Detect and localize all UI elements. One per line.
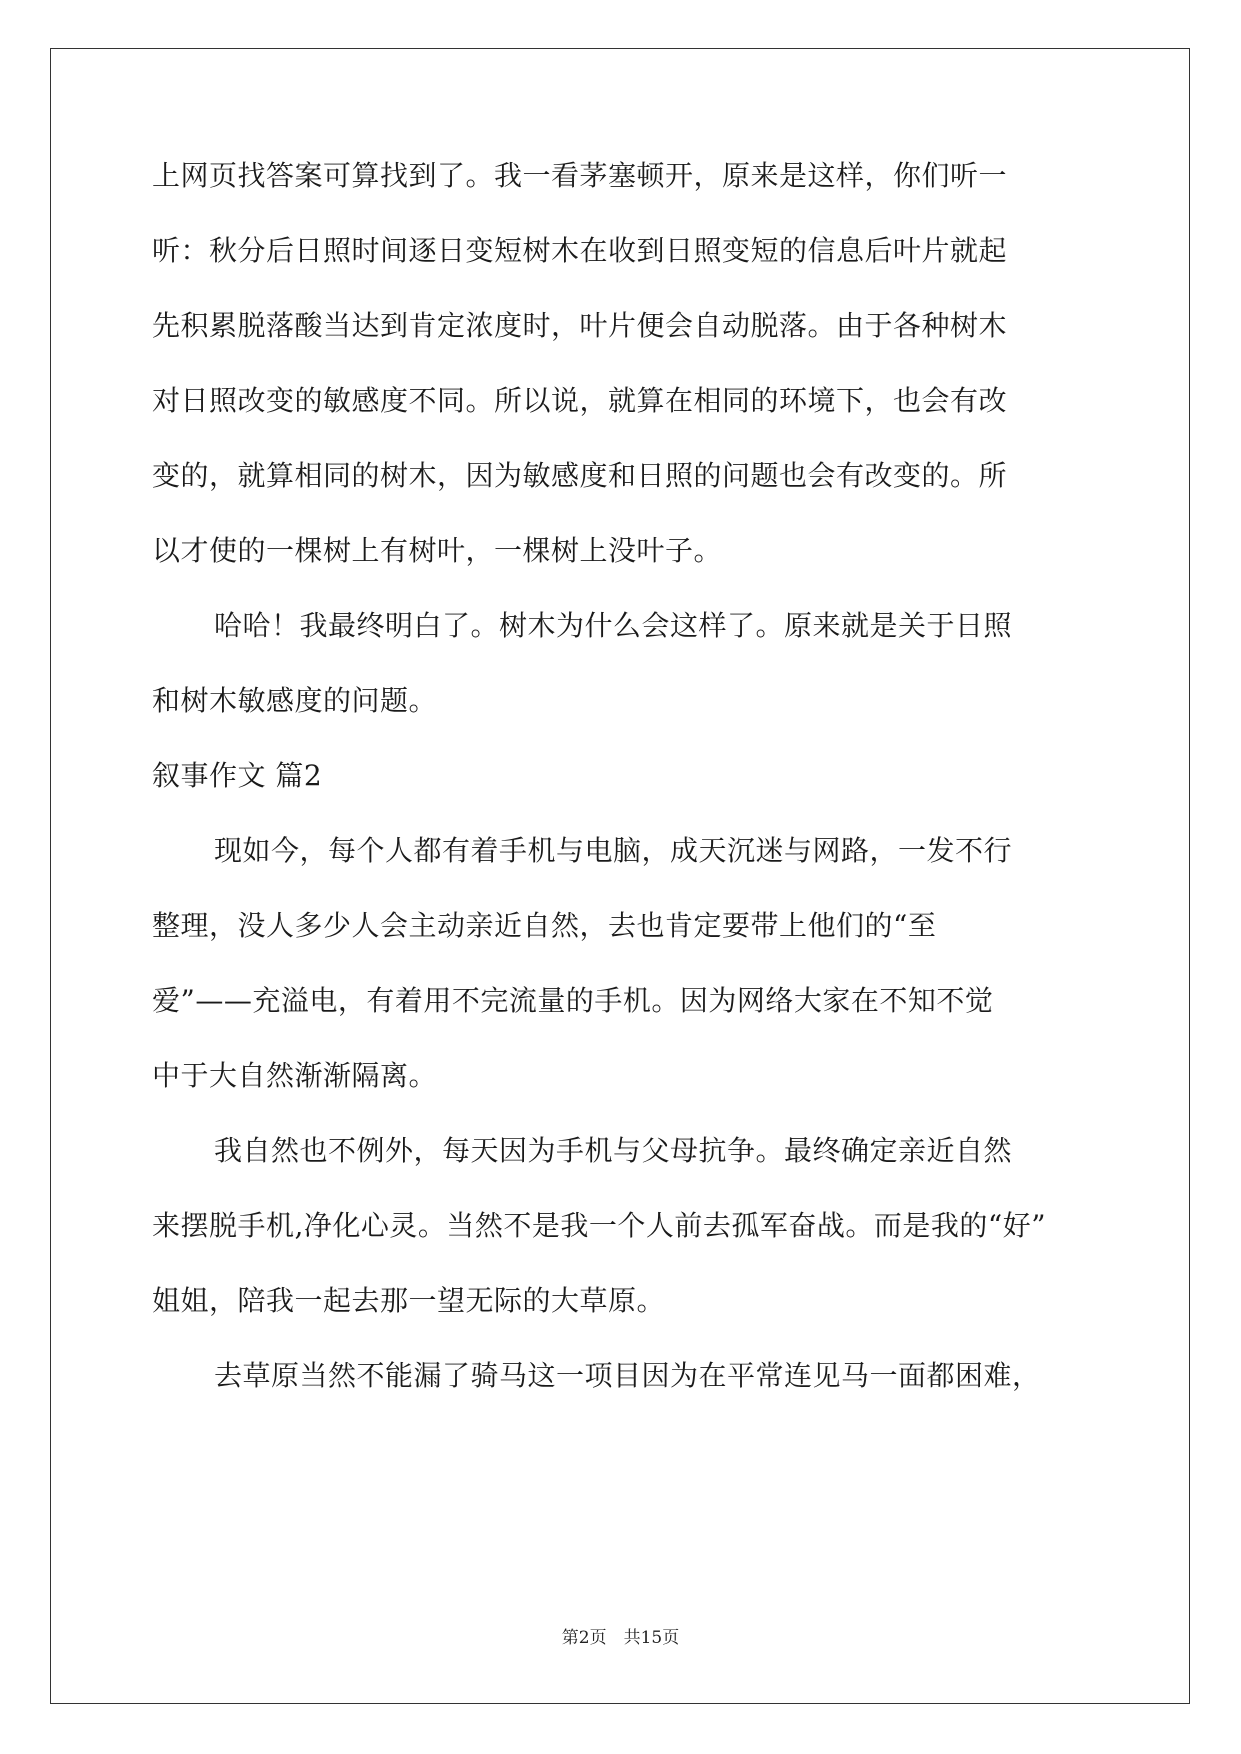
paragraph-line: 爱”——充溢电，有着用不完流量的手机。因为网络大家在不知不觉 <box>152 984 994 1017</box>
paragraph-line: 对日照改变的敏感度不同。所以说，就算在相同的环境下，也会有改 <box>152 384 1008 417</box>
paragraph-line: 现如今，每个人都有着手机与电脑，成天沉迷与网路，一发不行 <box>214 834 1013 867</box>
paragraph-line: 先积累脱落酸当达到肯定浓度时，叶片便会自动脱落。由于各种树木 <box>152 309 1008 342</box>
paragraph-line: 整理，没人多少人会主动亲近自然，去也肯定要带上他们的“至 <box>152 909 937 942</box>
paragraph-line: 以才使的一棵树上有树叶，一棵树上没叶子。 <box>152 534 723 567</box>
paragraph-line: 我自然也不例外，每天因为手机与父母抗争。最终确定亲近自然 <box>214 1134 1013 1167</box>
paragraph-line: 中于大自然渐渐隔离。 <box>152 1059 438 1092</box>
page-border <box>50 48 1190 1704</box>
paragraph-line: 变的，就算相同的树木，因为敏感度和日照的问题也会有改变的。所 <box>152 459 1008 492</box>
paragraph-line: 哈哈！我最终明白了。树木为什么会这样了。原来就是关于日照 <box>214 609 1013 642</box>
paragraph-line: 姐姐，陪我一起去那一望无际的大草原。 <box>152 1284 666 1317</box>
paragraph-line: 来摆脱手机,净化心灵。当然不是我一个人前去孤军奋战。而是我的“好” <box>152 1209 1047 1242</box>
page-number-footer: 第2页 共15页 <box>561 1628 680 1648</box>
paragraph-line: 上网页找答案可算找到了。我一看茅塞顿开，原来是这样，你们听一 <box>152 159 1008 192</box>
paragraph-line: 听：秋分后日照时间逐日变短树木在收到日照变短的信息后叶片就起 <box>152 234 1008 267</box>
paragraph-line: 去草原当然不能漏了骑马这一项目因为在平常连见马一面都困难， <box>214 1359 1041 1392</box>
section-heading: 叙事作文 篇2 <box>152 759 323 792</box>
paragraph-line: 和树木敏感度的问题。 <box>152 684 438 717</box>
